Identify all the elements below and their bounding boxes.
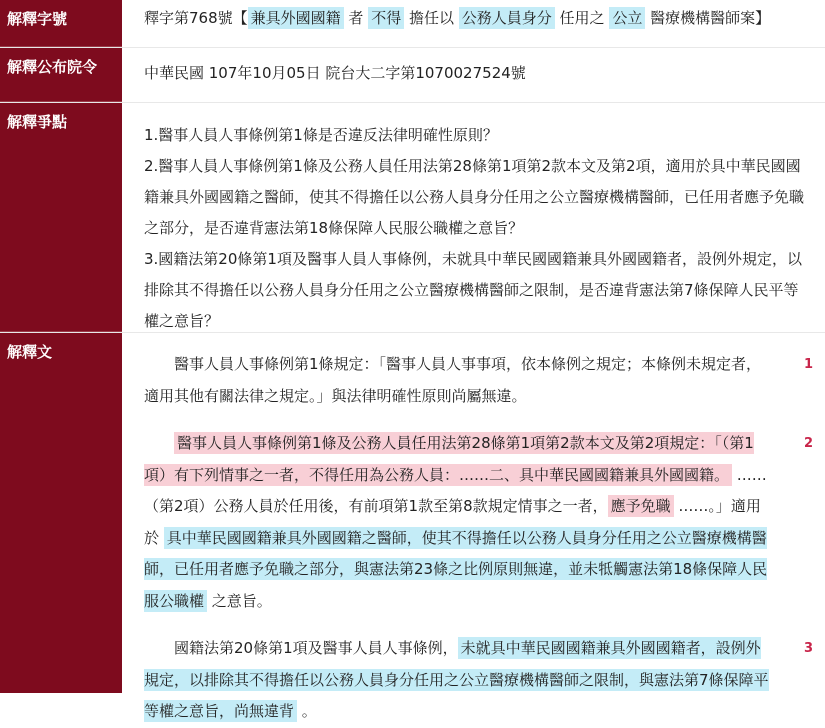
interpretation-body	[122, 333, 825, 720]
issue-item: 2.醫事人員人事條例第1條及公務人員任用法第28條第1項第2款本文及第2項，適用於具中華民國國籍兼具外國國籍之醫師，使其不得擔任以公務人員身分任用之公立醫療機構醫師，已任用者應予免職之部分，是否違背憲法第18條保障人民服公職權之意旨？	[144, 157, 805, 237]
highlight-blue: 未就具中華民國國籍兼具外國國籍者，設例外規定，以排除其不得擔任以公務人員身分任用之公立醫療機構醫師之限制，與憲法第7條保障平等權之意旨，尚無違背	[144, 639, 769, 720]
issue-item: 3.國籍法第20條第1項及醫事人員人事條例，未就具中華民國國籍兼具外國國籍者，設例外規定，以排除其不得擔任以公務人員身分任用之公立醫療機構醫師之限制，是否違背憲法第7條保障人民平等權之意旨？	[144, 250, 802, 330]
case-number-text: 釋字第768號【	[144, 9, 248, 27]
label-interpretation: 解釋文	[0, 333, 122, 693]
case-text: 者	[343, 9, 369, 27]
row-promulgation	[0, 48, 825, 103]
highlight-red: 醫事人員人事條例第1條及公務人員任用法第28條第1項第2款本文及第2項規定：「（第1項）有下列情事之一者，不得任用為公務人員：……二、具中華民國國籍兼具外國國籍。	[144, 434, 754, 484]
paragraph-text: ……。」適用於	[144, 497, 761, 547]
label-interpretation-number: 解釋字號	[0, 0, 122, 47]
highlight-red: 應予免職	[608, 495, 674, 517]
highlight-keyword: 公立	[609, 7, 645, 29]
highlight-blue: 具中華民國國籍兼具外國國籍之醫師，使其不得擔任以公務人員身分任用之公立醫療機構醫師，已任用者應予免職之部分，與憲法第23條之比例原則無違，並未牴觸憲法第18條保障人民服公職權	[144, 528, 768, 610]
paragraph-number[interactable]: 3	[803, 641, 813, 656]
highlight-keyword: 公務人員身分	[459, 7, 555, 29]
case-text: 醫療機構醫師案】	[645, 9, 771, 27]
issues-list	[122, 103, 825, 332]
row-interpretation-number	[0, 0, 825, 48]
case-text: 擔任以	[404, 9, 459, 27]
case-text: 任用之	[554, 9, 610, 27]
issue-item: 1.醫事人員人事條例第1條是否違反法律明確性原則？	[144, 126, 498, 144]
paragraph-text: 醫事人員人事條例第1條規定：「醫事人員人事事項，依本條例之規定；本條例未規定者，適用其他有關法律之規定。」與法律明確性原則尚屬無違。	[144, 355, 762, 405]
label-issues: 解釋爭點	[0, 103, 122, 332]
paragraph-number[interactable]: 1	[803, 357, 813, 372]
label-promulgation: 解釋公布院令	[0, 48, 122, 102]
paragraph-text: 之意旨。	[207, 591, 272, 610]
highlight-keyword: 兼具外國國籍	[248, 7, 344, 29]
interpretation-paragraph	[144, 428, 813, 617]
row-interpretation	[0, 333, 825, 720]
paragraph-number[interactable]: 2	[803, 436, 813, 451]
promulgation-value: 中華民國 107年10月05日 院台大二字第1070027524號	[144, 64, 526, 82]
paragraph-text: 國籍法第20條第1項及醫事人員人事條例，	[174, 639, 458, 657]
paragraph-text: 。	[297, 702, 317, 720]
interpretation-number-value	[122, 0, 825, 47]
interpretation-paragraph	[144, 349, 813, 412]
interpretation-paragraph	[144, 633, 813, 728]
highlight-keyword: 不得	[368, 7, 404, 29]
row-issues	[0, 103, 825, 333]
paragraph-text: ……（第2項）公務人員於任用後，有前項第1款至第8款規定情事之一者，	[144, 465, 767, 515]
